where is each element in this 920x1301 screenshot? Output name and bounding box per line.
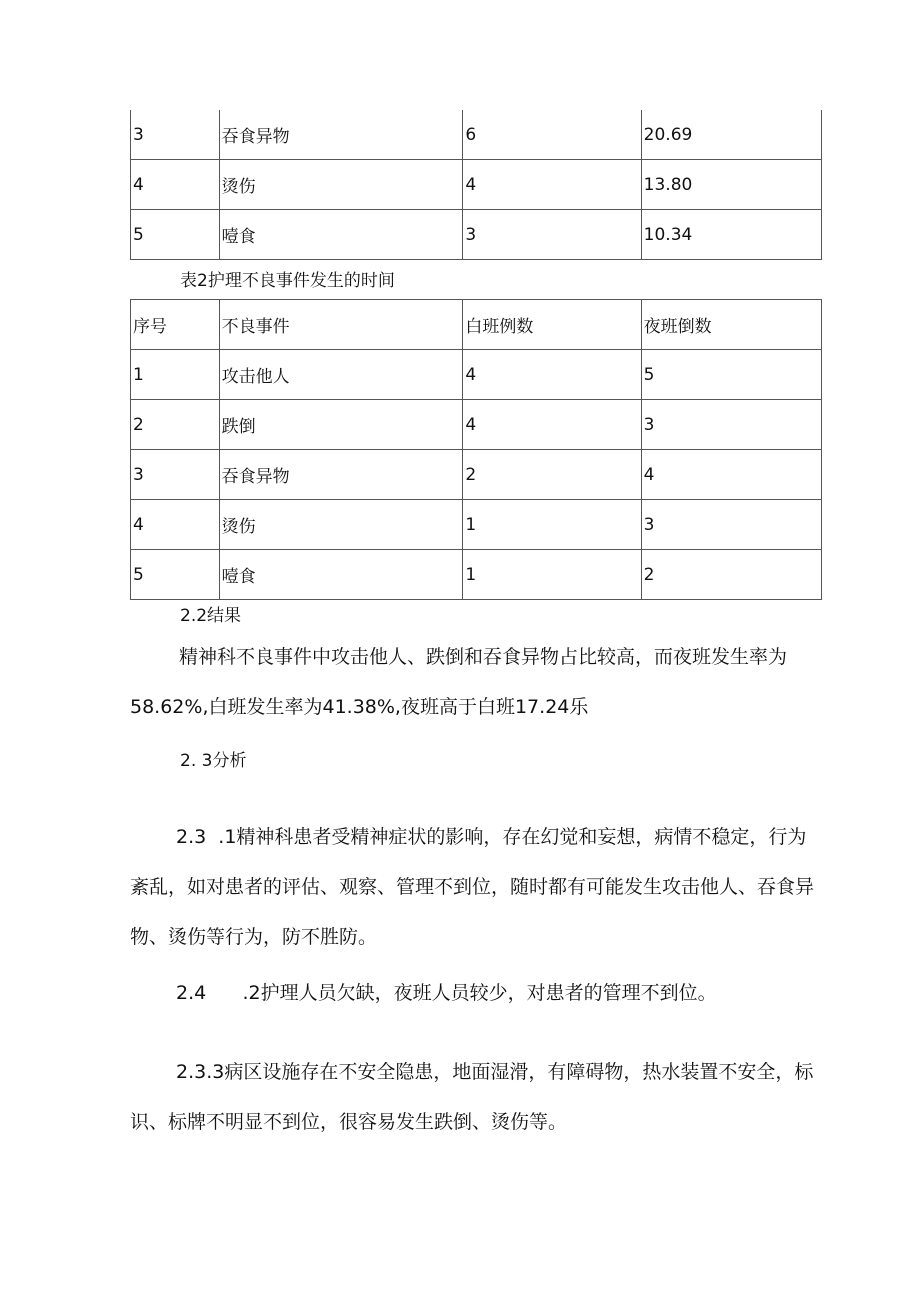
table-cell: 吞食异物: [219, 450, 463, 500]
column-header: 不良事件: [219, 300, 463, 350]
table-cell: 5: [131, 210, 220, 260]
table-cell: 3: [131, 450, 220, 500]
analysis-paragraph-3: 2.3.3病区设施存在不安全隐患，地面湿滑，有障碍物，热水装置不安全，标识、标牌不明显不到位，很容易发生跌倒、烫伤等。: [130, 1061, 814, 1133]
table-cell: 1: [131, 350, 220, 400]
table-row: [131, 210, 822, 260]
table-cell: 20.69: [641, 110, 821, 160]
table-row: [131, 110, 822, 160]
table-cell: 跌倒: [219, 400, 463, 450]
table-row: [131, 450, 822, 500]
table-1-continued: [130, 110, 822, 260]
table-row: [131, 400, 822, 450]
table-cell: 13.80: [641, 160, 821, 210]
table-cell: 攻击他人: [219, 350, 463, 400]
table-row: [131, 500, 822, 550]
table-cell: 4: [131, 500, 220, 550]
table-cell: 吞食异物: [219, 110, 463, 160]
table-row: [131, 350, 822, 400]
table-2-caption: 表2护理不良事件发生的时间: [180, 271, 395, 291]
table-cell: 2: [463, 450, 641, 500]
table-cell: 5: [641, 350, 821, 400]
table-cell: 4: [463, 160, 641, 210]
table-cell: 噎食: [219, 210, 463, 260]
table-cell: 烫伤: [219, 500, 463, 550]
table-cell: 4: [463, 350, 641, 400]
table-cell: 4: [463, 400, 641, 450]
table-header-row: [131, 300, 822, 350]
table-cell: 3: [641, 500, 821, 550]
column-header: 夜班倒数: [641, 300, 821, 350]
table-2: [130, 299, 822, 600]
table-cell: 3: [131, 110, 220, 160]
analysis-heading: 2. 3分析: [180, 751, 247, 771]
results-heading: 2.2结果: [180, 606, 242, 626]
table-cell: 噎食: [219, 550, 463, 600]
table-cell: 6: [463, 110, 641, 160]
column-header: 序号: [131, 300, 220, 350]
table-cell: 3: [641, 400, 821, 450]
table-cell: 4: [641, 450, 821, 500]
table-cell: 3: [463, 210, 641, 260]
table-cell: 10.34: [641, 210, 821, 260]
results-paragraph: 精神科不良事件中攻击他人、跌倒和吞食异物占比较高，而夜班发生率为58.62%,白班发生率为41.38%,夜班高于白班17.24乐: [130, 646, 788, 718]
table-row: [131, 550, 822, 600]
table-cell: 2: [641, 550, 821, 600]
table-cell: 4: [131, 160, 220, 210]
table-cell: 烫伤: [219, 160, 463, 210]
table-cell: 1: [463, 550, 641, 600]
table-cell: 5: [131, 550, 220, 600]
table-cell: 1: [463, 500, 641, 550]
table-row: [131, 160, 822, 210]
column-header: 白班例数: [463, 300, 641, 350]
table-cell: 2: [131, 400, 220, 450]
analysis-paragraph-2: 2.4 .2护理人员欠缺，夜班人员较少，对患者的管理不到位。: [176, 982, 717, 1004]
analysis-paragraph-1: 2.3 .1精神科患者受精神症状的影响，存在幻觉和妄想，病情不稳定，行为紊乱，如对患者的评估、观察、管理不到位，随时都有可能发生攻击他人、吞食异物、烫伤等行为，防不胜防。: [130, 826, 815, 948]
